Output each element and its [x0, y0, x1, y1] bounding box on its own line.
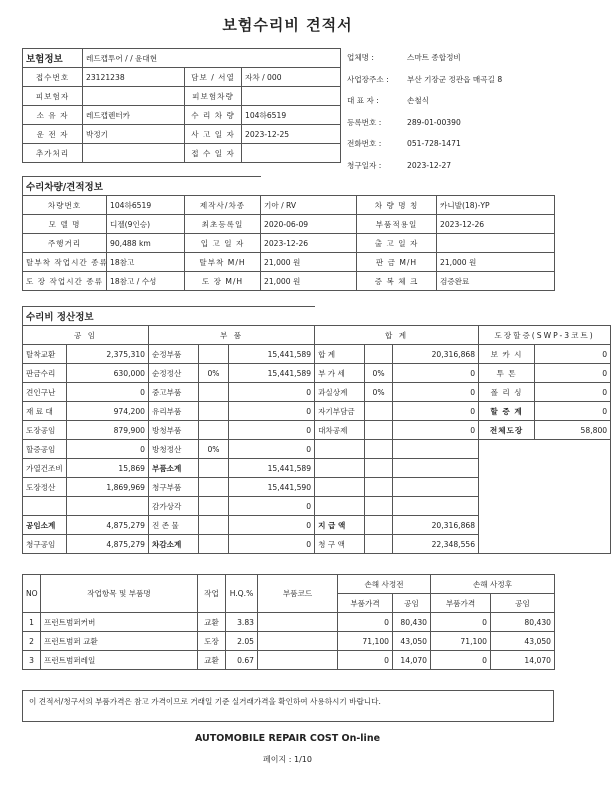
column-header: 작업항목 및 부품명	[41, 575, 198, 613]
table-cell: 3.83	[226, 613, 258, 632]
parts-rate	[199, 516, 229, 535]
labor-label: 할증공임	[23, 440, 67, 459]
column-header: 작업	[198, 575, 226, 613]
table-cell: 교환	[198, 613, 226, 632]
parts-label: 유리부품	[149, 402, 199, 421]
total-value: 0	[393, 383, 479, 402]
table-cell	[258, 632, 338, 651]
table-row	[23, 272, 555, 291]
parts-label: 중고부품	[149, 383, 199, 402]
total-rate	[365, 459, 393, 478]
company-field-label: 업체명 :	[347, 53, 374, 62]
parts-label: 청구부품	[149, 478, 199, 497]
field-value: 21,000 원	[437, 253, 555, 272]
total-value: 0	[393, 364, 479, 383]
parts-rate: 0%	[199, 440, 229, 459]
field-label: 판 금 M/H	[357, 253, 437, 272]
labor-label: 가열건조비	[23, 459, 67, 478]
table-cell: 14,070	[491, 651, 555, 670]
paint-label: 전체도장	[479, 421, 535, 440]
company-field-label: 전화번호 :	[347, 139, 382, 148]
paint-value: 0	[535, 402, 611, 421]
table-cell: 1	[23, 613, 41, 632]
table-row	[23, 68, 341, 87]
parts-rate	[199, 478, 229, 497]
company-field-value: 2023-12-27	[407, 160, 452, 170]
table-row	[23, 613, 555, 632]
labor-label: 판금수리	[23, 364, 67, 383]
column-subheader: 부품가격	[338, 594, 393, 613]
total-rate	[365, 440, 393, 459]
total-rate	[365, 478, 393, 497]
field-value: 21,000 원	[261, 253, 357, 272]
labor-value: 0	[67, 440, 149, 459]
field-label: 차량번호	[23, 196, 107, 215]
labor-value: 0	[67, 383, 149, 402]
total-value	[393, 440, 479, 459]
parts-label: 부품소계	[149, 459, 199, 478]
field-value	[83, 144, 185, 163]
table-row	[23, 345, 611, 364]
field-label: 제작사/차종	[185, 196, 261, 215]
total-label	[315, 440, 365, 459]
table-cell: 0	[338, 613, 393, 632]
table-row	[23, 215, 555, 234]
field-value: 레드캡렌터카	[83, 106, 185, 125]
labor-value: 1,869,969	[67, 478, 149, 497]
paint-label: 투 톤	[479, 364, 535, 383]
table-row	[23, 383, 611, 402]
parts-label: 방청정산	[149, 440, 199, 459]
company-field-label: 사업장주소 :	[347, 74, 389, 84]
parts-label: 순정정산	[149, 364, 199, 383]
company-field-label: 등록번호 :	[347, 117, 382, 127]
total-label	[315, 459, 365, 478]
labor-value: 4,875,279	[67, 516, 149, 535]
parts-rate	[199, 345, 229, 364]
field-label: 소 유 자	[23, 106, 83, 125]
page-number: 페이지 : 1/10	[263, 755, 312, 764]
paint-label: 보 카 시	[479, 345, 535, 364]
total-rate: 0%	[365, 364, 393, 383]
table-cell: 3	[23, 651, 41, 670]
field-label: 입 고 일 자	[185, 234, 261, 253]
insurance-header-value: 레드캡투어 / / 윤대현	[83, 49, 341, 68]
table-cell: 프런트범퍼 교환	[41, 632, 198, 651]
field-value	[83, 87, 185, 106]
column-header: 부품코드	[258, 575, 338, 613]
total-rate	[365, 535, 393, 554]
table-cell: 0	[338, 651, 393, 670]
column-header: 도장할증(SWP-3코트)	[479, 326, 611, 345]
vehicle-section-title: 수리차량/견적정보	[23, 177, 261, 196]
work-items-table	[22, 574, 555, 670]
parts-rate	[199, 535, 229, 554]
field-label: 담보 / 서열	[185, 68, 242, 87]
company-field-value: 051-728-1471	[407, 139, 461, 148]
field-value: 21,000 원	[261, 272, 357, 291]
field-label: 추가처리	[23, 144, 83, 163]
column-header: NO	[23, 575, 41, 613]
labor-label	[23, 497, 67, 516]
parts-rate	[199, 497, 229, 516]
table-row	[23, 632, 555, 651]
total-rate	[365, 421, 393, 440]
table-row	[23, 651, 555, 670]
field-value: 23121238	[83, 68, 185, 87]
field-value: 2023-12-25	[242, 125, 341, 144]
notice-box: 이 견적서/청구서의 부품가격은 참고 가격이므로 거래일 기준 실거래가격을 확인하여 사용하시기 바랍니다.	[22, 690, 554, 722]
total-label: 자기부담금	[315, 402, 365, 421]
column-subheader: 공임	[491, 594, 555, 613]
parts-value: 15,441,589	[229, 364, 315, 383]
labor-value: 15,869	[67, 459, 149, 478]
table-cell: 80,430	[393, 613, 431, 632]
parts-value: 15,441,589	[229, 459, 315, 478]
parts-value: 0	[229, 421, 315, 440]
company-field-label: 대 표 자 :	[347, 96, 379, 105]
table-cell: 2.05	[226, 632, 258, 651]
total-label: 지 급 액	[315, 516, 365, 535]
field-value: 카니발(18)-YP	[437, 196, 555, 215]
field-value: 2023-12-26	[437, 215, 555, 234]
company-field	[347, 160, 557, 171]
insurance-info-table	[22, 48, 341, 163]
column-subheader: 부품가격	[431, 594, 491, 613]
parts-value: 15,441,589	[229, 345, 315, 364]
table-row	[23, 440, 611, 459]
table-cell: 도장	[198, 632, 226, 651]
table-row	[23, 125, 341, 144]
total-label: 청 구 액	[315, 535, 365, 554]
field-value: 90,488 km	[107, 234, 185, 253]
column-header: 손해 사정후	[431, 575, 555, 594]
labor-label: 탈착교환	[23, 345, 67, 364]
total-label	[315, 478, 365, 497]
field-value: 2020-06-09	[261, 215, 357, 234]
table-cell: 14,070	[393, 651, 431, 670]
company-field	[347, 117, 557, 128]
vehicle-info-table	[22, 176, 555, 291]
paint-value: 0	[535, 364, 611, 383]
parts-rate: 0%	[199, 364, 229, 383]
paint-value: 0	[535, 383, 611, 402]
company-field-value: 289-01-00390	[407, 117, 461, 127]
field-label: 피보험차량	[185, 87, 242, 106]
table-row	[23, 402, 611, 421]
table-row	[23, 253, 555, 272]
parts-label: 감가상각	[149, 497, 199, 516]
empty-cell	[479, 440, 611, 554]
labor-value	[67, 497, 149, 516]
column-header: 합 계	[315, 326, 479, 345]
field-value: 검증완료	[437, 272, 555, 291]
labor-value: 4,875,279	[67, 535, 149, 554]
field-label: 접 수 일 자	[185, 144, 242, 163]
parts-rate	[199, 383, 229, 402]
table-cell: 0	[431, 613, 491, 632]
settlement-table	[22, 306, 611, 554]
field-label: 접수번호	[23, 68, 83, 87]
total-label	[315, 497, 365, 516]
field-value: 104하6519	[107, 196, 185, 215]
field-label: 탈부착 작업시간 종류	[23, 253, 107, 272]
total-label: 합 계	[315, 345, 365, 364]
labor-value: 974,200	[67, 402, 149, 421]
field-label: 주행거리	[23, 234, 107, 253]
table-cell: 0	[431, 651, 491, 670]
field-label: 탈부착 M/H	[185, 253, 261, 272]
table-row	[23, 144, 341, 163]
field-value: 18참고 / 수성	[107, 272, 185, 291]
total-value	[393, 497, 479, 516]
field-label: 출 고 일 자	[357, 234, 437, 253]
field-label: 피보험자	[23, 87, 83, 106]
parts-value: 15,441,590	[229, 478, 315, 497]
page-title: 보험수리비 견적서	[222, 16, 353, 34]
parts-label: 차감소계	[149, 535, 199, 554]
labor-value: 630,000	[67, 364, 149, 383]
table-cell: 2	[23, 632, 41, 651]
labor-label: 재 료 대	[23, 402, 67, 421]
total-rate	[365, 516, 393, 535]
field-label: 도 장 작업시간 종류	[23, 272, 107, 291]
labor-label: 견인구난	[23, 383, 67, 402]
table-row	[23, 106, 341, 125]
company-field-value: 손철식	[407, 96, 430, 105]
table-cell: 80,430	[491, 613, 555, 632]
settlement-section-title: 수리비 정산정보	[23, 307, 315, 326]
table-cell: 0.67	[226, 651, 258, 670]
parts-rate	[199, 402, 229, 421]
table-row	[23, 87, 341, 106]
table-cell: 43,050	[491, 632, 555, 651]
table-cell: 프런트범퍼커버	[41, 613, 198, 632]
table-cell: 교환	[198, 651, 226, 670]
field-value: 자차 / 000	[242, 68, 341, 87]
parts-label: 진 존 물	[149, 516, 199, 535]
company-field-label: 청구일자 :	[347, 160, 382, 170]
company-field	[347, 74, 557, 85]
parts-value: 0	[229, 497, 315, 516]
column-header: H.Q.%	[226, 575, 258, 613]
total-rate: 0%	[365, 383, 393, 402]
company-field	[347, 95, 557, 106]
field-value: 기아 / RV	[261, 196, 357, 215]
table-cell: 프런트범퍼레일	[41, 651, 198, 670]
table-cell	[258, 651, 338, 670]
field-label: 차 량 명 칭	[357, 196, 437, 215]
labor-value: 879,900	[67, 421, 149, 440]
table-row	[23, 421, 611, 440]
field-label: 사 고 일 자	[185, 125, 242, 144]
field-label: 운 전 자	[23, 125, 83, 144]
total-value: 0	[393, 402, 479, 421]
field-value: 104하6519	[242, 106, 341, 125]
field-value: 디젤(9인승)	[107, 215, 185, 234]
table-cell	[258, 613, 338, 632]
parts-value: 0	[229, 383, 315, 402]
paint-value: 58,800	[535, 421, 611, 440]
field-value: 2023-12-26	[261, 234, 357, 253]
field-label: 최초등록일	[185, 215, 261, 234]
field-label: 증 복 체 크	[357, 272, 437, 291]
column-subheader: 공임	[393, 594, 431, 613]
table-row	[23, 234, 555, 253]
parts-label: 순정부품	[149, 345, 199, 364]
column-header: 공 임	[23, 326, 149, 345]
field-label: 도 장 M/H	[185, 272, 261, 291]
field-label: 모 델 명	[23, 215, 107, 234]
parts-label: 방청부품	[149, 421, 199, 440]
paint-label: 폴 리 싱	[479, 383, 535, 402]
parts-rate	[199, 421, 229, 440]
total-value: 20,316,868	[393, 516, 479, 535]
paint-label: 할 증 계	[479, 402, 535, 421]
parts-value: 0	[229, 402, 315, 421]
total-value: 20,316,868	[393, 345, 479, 364]
company-field	[347, 138, 557, 149]
total-rate	[365, 402, 393, 421]
table-cell: 43,050	[393, 632, 431, 651]
total-label: 과실상계	[315, 383, 365, 402]
parts-value: 0	[229, 516, 315, 535]
field-value: 박정기	[83, 125, 185, 144]
parts-value: 0	[229, 440, 315, 459]
total-value	[393, 478, 479, 497]
table-cell: 71,100	[431, 632, 491, 651]
company-field	[347, 52, 557, 63]
field-value	[437, 234, 555, 253]
table-row	[23, 196, 555, 215]
total-rate	[365, 497, 393, 516]
footer-title: AUTOMOBILE REPAIR COST On-line	[194, 733, 381, 744]
labor-value: 2,375,310	[67, 345, 149, 364]
parts-rate	[199, 459, 229, 478]
column-header: 부 품	[149, 326, 315, 345]
field-label: 수 리 차 량	[185, 106, 242, 125]
labor-label: 도장공임	[23, 421, 67, 440]
labor-label: 청구공임	[23, 535, 67, 554]
total-rate	[365, 345, 393, 364]
company-field-value: 부산 기장군 정관읍 매곡길 8	[407, 74, 503, 84]
table-cell: 71,100	[338, 632, 393, 651]
total-value: 0	[393, 421, 479, 440]
labor-label: 공임소계	[23, 516, 67, 535]
field-label: 부품적용일	[357, 215, 437, 234]
table-row	[23, 364, 611, 383]
total-value	[393, 459, 479, 478]
field-value: 18참고	[107, 253, 185, 272]
field-value	[242, 87, 341, 106]
total-label: 부 가 세	[315, 364, 365, 383]
insurance-section-title: 보험정보	[23, 49, 83, 68]
parts-value: 0	[229, 535, 315, 554]
column-header: 손해 사정전	[338, 575, 431, 594]
company-field-value: 스마트 종합정비	[407, 53, 461, 62]
labor-label: 도장정산	[23, 478, 67, 497]
total-value: 22,348,556	[393, 535, 479, 554]
paint-value: 0	[535, 345, 611, 364]
field-value	[242, 144, 341, 163]
total-label: 대차공제	[315, 421, 365, 440]
